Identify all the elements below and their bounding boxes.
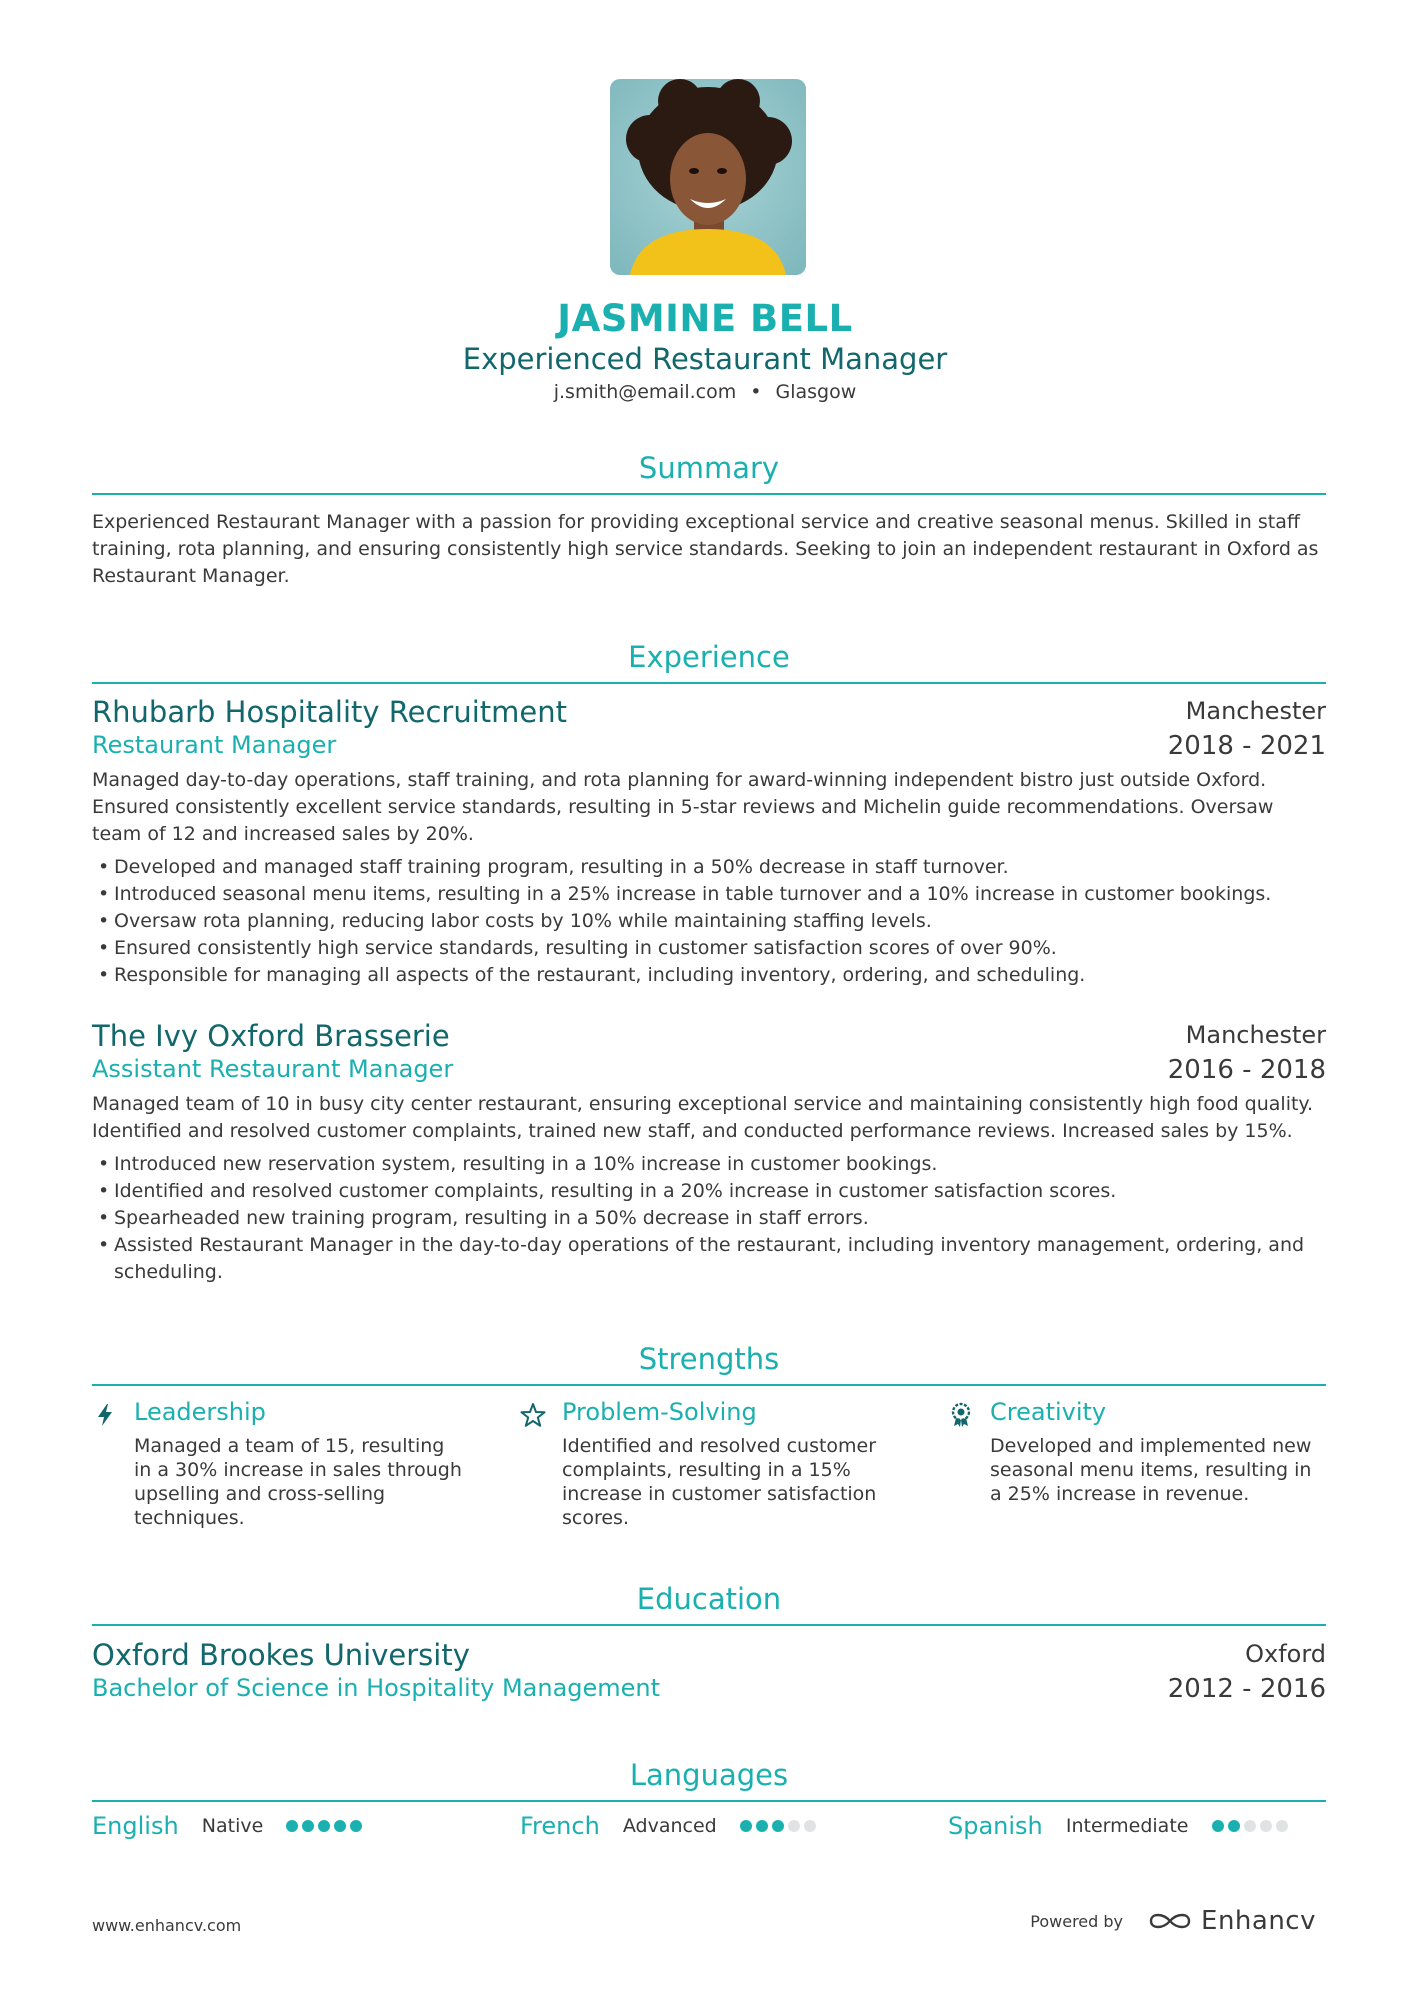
rating-dot-empty xyxy=(788,1820,800,1832)
language-level: Advanced xyxy=(622,1815,717,1837)
strength-title: Problem-Solving xyxy=(562,1398,757,1426)
contact-separator: • xyxy=(750,381,762,403)
job-dates: 2018 - 2021 xyxy=(1167,731,1326,761)
languages-heading: Languages xyxy=(629,1758,789,1792)
footer-branding xyxy=(1030,1906,1316,1936)
education-divider xyxy=(92,1624,1326,1626)
contact-line xyxy=(0,381,1410,403)
job-bullet: • Spearheaded new training program, resulting in a 50% decrease in staff errors. xyxy=(92,1205,1326,1232)
rating-dot-filled xyxy=(350,1820,362,1832)
strength-title: Leadership xyxy=(134,1398,266,1426)
rating-dot-filled xyxy=(302,1820,314,1832)
job-role: Restaurant Manager xyxy=(92,731,337,759)
job-role: Assistant Restaurant Manager xyxy=(92,1055,454,1083)
language-item xyxy=(92,1812,366,1842)
education-degree: Bachelor of Science in Hospitality Management xyxy=(92,1674,661,1702)
rating-dot-empty xyxy=(1260,1820,1272,1832)
language-rating xyxy=(286,1817,366,1836)
language-item xyxy=(520,1812,820,1842)
job-description: Managed team of 10 in busy city center restaurant, ensuring exceptional service and maintaining consistently high food quality. Identified and resolved customer complaints, trained new staff, and conducted performance reviews. Increased sales by 15%. xyxy=(92,1093,1314,1142)
job-location: Manchester xyxy=(1185,1021,1326,1049)
job-location: Manchester xyxy=(1185,697,1326,725)
contact-location: Glasgow xyxy=(775,381,857,403)
strength-description: Managed a team of 15, resulting in a 30% increase in sales through upselling and cross-selling techniques. xyxy=(134,1435,462,1529)
job-bullets xyxy=(92,854,1326,989)
language-name: Spanish xyxy=(948,1812,1043,1840)
candidate-name: JASMINE BELL xyxy=(557,297,853,340)
rating-dot-filled xyxy=(1212,1820,1224,1832)
rating-dot-filled xyxy=(318,1820,330,1832)
job-company: The Ivy Oxford Brasserie xyxy=(92,1019,450,1053)
language-level: Native xyxy=(201,1815,264,1837)
profile-photo xyxy=(610,79,806,275)
job-bullets xyxy=(92,1151,1326,1286)
languages-divider xyxy=(92,1800,1326,1802)
job-bullet: • Responsible for managing all aspects of the restaurant, including inventory, ordering, and scheduling. xyxy=(92,962,1326,989)
rating-dot-empty xyxy=(1244,1820,1256,1832)
job-dates: 2016 - 2018 xyxy=(1167,1055,1326,1085)
rating-dot-empty xyxy=(804,1820,816,1832)
language-item xyxy=(948,1812,1292,1842)
job-bullet: • Identified and resolved customer complaints, resulting in a 20% increase in customer satisfaction scores. xyxy=(92,1178,1326,1205)
strength-title: Creativity xyxy=(990,1398,1107,1426)
language-name: French xyxy=(520,1812,600,1840)
language-rating xyxy=(740,1817,820,1836)
powered-by-label: Powered by xyxy=(1030,1911,1124,1931)
job-bullet: • Oversaw rota planning, reducing labor costs by 10% while maintaining staffing levels. xyxy=(92,908,1326,935)
candidate-title: Experienced Restaurant Manager xyxy=(462,342,948,376)
job-bullet: • Developed and managed staff training program, resulting in a 50% decrease in staff turnover. xyxy=(92,854,1326,881)
brand-name[interactable]: Enhancv xyxy=(1201,1906,1316,1936)
rating-dot-filled xyxy=(756,1820,768,1832)
summary-divider xyxy=(92,493,1326,495)
job-company: Rhubarb Hospitality Recruitment xyxy=(92,695,567,729)
job-bullet: • Introduced seasonal menu items, resulting in a 25% increase in table turnover and a 10% increase in customer bookings. xyxy=(92,881,1326,908)
job-entry xyxy=(92,1019,1326,1286)
education-entry xyxy=(92,1638,1326,1710)
footer-website[interactable]: www.enhancv.com xyxy=(92,1916,242,1935)
email-link[interactable]: j.smith@email.com xyxy=(553,381,737,403)
rating-dot-empty xyxy=(1276,1820,1288,1832)
rating-dot-filled xyxy=(1228,1820,1240,1832)
job-bullet: • Assisted Restaurant Manager in the day-to-day operations of the restaurant, including inventory management, ordering, and scheduling. xyxy=(92,1232,1326,1286)
language-name: English xyxy=(92,1812,179,1840)
job-description: Managed day-to-day operations, staff training, and rota planning for award-winning independent bistro just outside Oxford. Ensured consistently excellent service standards, resulting in 5-star reviews and Michelin guide recommendations. Oversaw team of 12 and increased sales by 20%. xyxy=(92,769,1274,845)
job-bullet: • Ensured consistently high service standards, resulting in customer satisfaction scores of over 90%. xyxy=(92,935,1326,962)
job-bullet: • Introduced new reservation system, resulting in a 10% increase in customer bookings. xyxy=(92,1151,1326,1178)
language-level: Intermediate xyxy=(1065,1815,1189,1837)
education-location: Oxford xyxy=(1245,1640,1326,1668)
rating-dot-filled xyxy=(772,1820,784,1832)
rating-dot-filled xyxy=(740,1820,752,1832)
job-entry xyxy=(92,695,1326,989)
experience-divider xyxy=(92,682,1326,684)
strength-description: Identified and resolved customer complaints, resulting in a 15% increase in customer satisfaction scores. xyxy=(562,1435,877,1529)
language-rating xyxy=(1212,1817,1292,1836)
summary-text: Experienced Restaurant Manager with a passion for providing exceptional service and creative seasonal menus. Skilled in staff training, rota planning, and ensuring consistently high service standards. Seeking to join an independent restaurant in Oxford as Restaurant Manager. xyxy=(92,511,1319,587)
rating-dot-filled xyxy=(334,1820,346,1832)
summary-heading: Summary xyxy=(638,451,780,485)
strengths-heading: Strengths xyxy=(638,1342,780,1376)
strengths-divider xyxy=(92,1384,1326,1386)
star-icon xyxy=(520,1402,546,1428)
experience-heading: Experience xyxy=(628,640,790,674)
education-dates: 2012 - 2016 xyxy=(1167,1674,1326,1704)
lightning-icon xyxy=(92,1402,118,1428)
enhancv-logo-icon xyxy=(1147,1909,1193,1933)
award-icon xyxy=(948,1402,974,1428)
education-school: Oxford Brookes University xyxy=(92,1638,470,1672)
strength-description: Developed and implemented new seasonal menu items, resulting in a 25% increase in revenue. xyxy=(990,1435,1312,1505)
rating-dot-filled xyxy=(286,1820,298,1832)
education-heading: Education xyxy=(636,1582,782,1616)
